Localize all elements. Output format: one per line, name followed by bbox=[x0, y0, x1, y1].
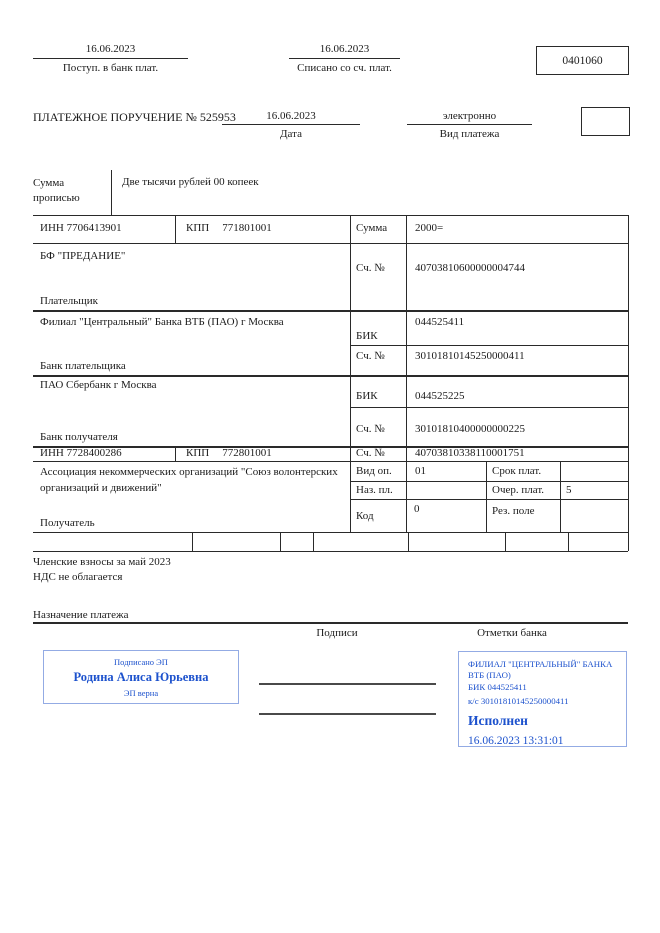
payee-bank-name: ПАО Сбербанк г Москва bbox=[40, 379, 157, 391]
divider bbox=[192, 532, 193, 551]
esign-line1: Подписано ЭП bbox=[114, 656, 168, 667]
divider bbox=[33, 310, 628, 312]
payee-account: 40703810338110001751 bbox=[415, 447, 525, 459]
payer-bank-account-label: Сч. № bbox=[356, 350, 385, 362]
doc-date-group bbox=[222, 110, 360, 141]
divider bbox=[33, 461, 628, 462]
divider bbox=[175, 215, 176, 243]
payer-bank-bik-label: БИК bbox=[356, 330, 378, 342]
divider bbox=[406, 215, 407, 532]
signature-line-1 bbox=[259, 683, 436, 685]
payee-name-line1: Ассоциация некоммерческих организаций "Союз волонтерских bbox=[40, 466, 338, 478]
purpose-code-label: Наз. пл. bbox=[356, 484, 393, 496]
doc-date: 16.06.2023 bbox=[222, 110, 360, 125]
divider bbox=[628, 215, 629, 551]
esign-stamp bbox=[43, 650, 239, 704]
empty-mark-box bbox=[581, 107, 630, 136]
divider bbox=[505, 532, 506, 551]
received-date-group bbox=[33, 43, 188, 75]
divider bbox=[33, 551, 628, 552]
received-date: 16.06.2023 bbox=[33, 43, 188, 59]
payer-bank-caption: Банк плательщика bbox=[40, 360, 126, 372]
divider bbox=[33, 215, 628, 216]
payee-bank-bik-label: БИК bbox=[356, 390, 378, 402]
signatures-title: Подписи bbox=[316, 627, 358, 639]
divider bbox=[350, 215, 351, 532]
form-code-box: 0401060 bbox=[536, 46, 629, 75]
divider bbox=[560, 461, 561, 532]
payee-kpp bbox=[186, 447, 272, 460]
priority-value: 5 bbox=[566, 484, 572, 496]
purpose-caption: Назначение платежа bbox=[33, 609, 129, 621]
signature-line-2 bbox=[259, 713, 436, 715]
payer-kpp-value: 771801001 bbox=[222, 222, 272, 234]
divider bbox=[350, 345, 628, 346]
priority-label: Очер. плат. bbox=[492, 484, 545, 496]
esign-signer-name: Родина Алиса Юрьевна bbox=[73, 669, 209, 684]
divider bbox=[313, 532, 314, 551]
payment-kind-group bbox=[407, 110, 532, 141]
payer-kpp bbox=[186, 222, 272, 235]
document-title: ПЛАТЕЖНОЕ ПОРУЧЕНИЕ № 525953 bbox=[33, 110, 236, 124]
payment-kind: электронно bbox=[407, 110, 532, 125]
payer-account: 40703810600000004744 bbox=[415, 262, 525, 274]
payee-bank-bik: 044525225 bbox=[415, 390, 465, 402]
stamp-corr-account: к/с 30101810145250000411 bbox=[468, 695, 569, 706]
bank-marks-title: Отметки банка bbox=[477, 627, 547, 639]
amount-words: Две тысячи рублей 00 копеек bbox=[122, 176, 259, 188]
divider bbox=[568, 532, 569, 551]
doc-date-label: Дата bbox=[280, 128, 302, 140]
esign-line3: ЭП верна bbox=[123, 687, 159, 698]
stamp-bik: БИК 044525411 bbox=[468, 682, 527, 692]
divider bbox=[33, 375, 628, 377]
divider bbox=[280, 532, 281, 551]
divider bbox=[33, 532, 628, 533]
payer-kpp-label: КПП bbox=[186, 222, 210, 234]
payer-caption: Плательщик bbox=[40, 295, 98, 307]
divider bbox=[33, 243, 628, 244]
amount-value: 2000= bbox=[415, 222, 444, 234]
stamp-bank-name-line1: ФИЛИАЛ "ЦЕНТРАЛЬНЫЙ" БАНКА bbox=[468, 659, 613, 669]
payee-bank-caption: Банк получателя bbox=[40, 431, 118, 443]
amount-label: Сумма bbox=[356, 222, 388, 234]
divider bbox=[350, 499, 628, 500]
debited-date-label: Списано со сч. плат. bbox=[297, 62, 392, 74]
divider bbox=[33, 446, 628, 448]
purpose-line2: НДС не облагается bbox=[33, 571, 123, 583]
payee-bank-account-label: Сч. № bbox=[356, 423, 385, 435]
divider bbox=[111, 170, 112, 215]
amount-words-label: Сумма прописью bbox=[33, 177, 80, 204]
stamp-status: Исполнен bbox=[468, 713, 528, 728]
op-type-label: Вид оп. bbox=[356, 465, 392, 477]
stamp-bank-name-line2: ВТБ (ПАО) bbox=[468, 669, 511, 680]
payer-account-label: Сч. № bbox=[356, 262, 385, 274]
payer-name: БФ "ПРЕДАНИЕ" bbox=[40, 250, 126, 262]
reserve-field-label: Рез. поле bbox=[492, 505, 535, 517]
op-type-value: 01 bbox=[415, 465, 426, 477]
divider bbox=[350, 481, 628, 482]
code-label: Код bbox=[356, 510, 374, 522]
divider bbox=[350, 407, 628, 408]
payee-inn: ИНН 7728400286 bbox=[40, 447, 122, 459]
received-date-label: Поступ. в банк плат. bbox=[62, 62, 159, 74]
divider bbox=[486, 461, 487, 532]
payer-bank-account: 30101810145250000411 bbox=[415, 350, 525, 362]
divider bbox=[175, 446, 176, 461]
payee-bank-account: 30101810400000000225 bbox=[415, 423, 525, 435]
payee-kpp-label: КПП bbox=[186, 447, 210, 459]
payee-name-line2: организаций и движений" bbox=[40, 482, 162, 494]
payee-kpp-value: 772801001 bbox=[222, 447, 272, 459]
due-date-label: Срок плат. bbox=[492, 465, 542, 477]
purpose-line1: Членские взносы за май 2023 bbox=[33, 556, 171, 568]
payer-bank-name: Филиал "Центральный" Банка ВТБ (ПАО) г Москва bbox=[40, 316, 284, 328]
stamp-datetime: 16.06.2023 13:31:01 bbox=[468, 735, 564, 747]
debited-date-group bbox=[289, 43, 400, 75]
divider bbox=[33, 622, 628, 624]
payee-caption: Получатель bbox=[40, 517, 95, 529]
bank-stamp bbox=[458, 651, 627, 747]
payer-bank-bik: 044525411 bbox=[415, 316, 465, 328]
debited-date: 16.06.2023 bbox=[289, 43, 400, 59]
payment-kind-label: Вид платежа bbox=[439, 128, 500, 140]
code-value: 0 bbox=[414, 503, 420, 515]
payee-account-label: Сч. № bbox=[356, 447, 385, 459]
payer-inn: ИНН 7706413901 bbox=[40, 222, 122, 234]
divider bbox=[408, 532, 409, 551]
